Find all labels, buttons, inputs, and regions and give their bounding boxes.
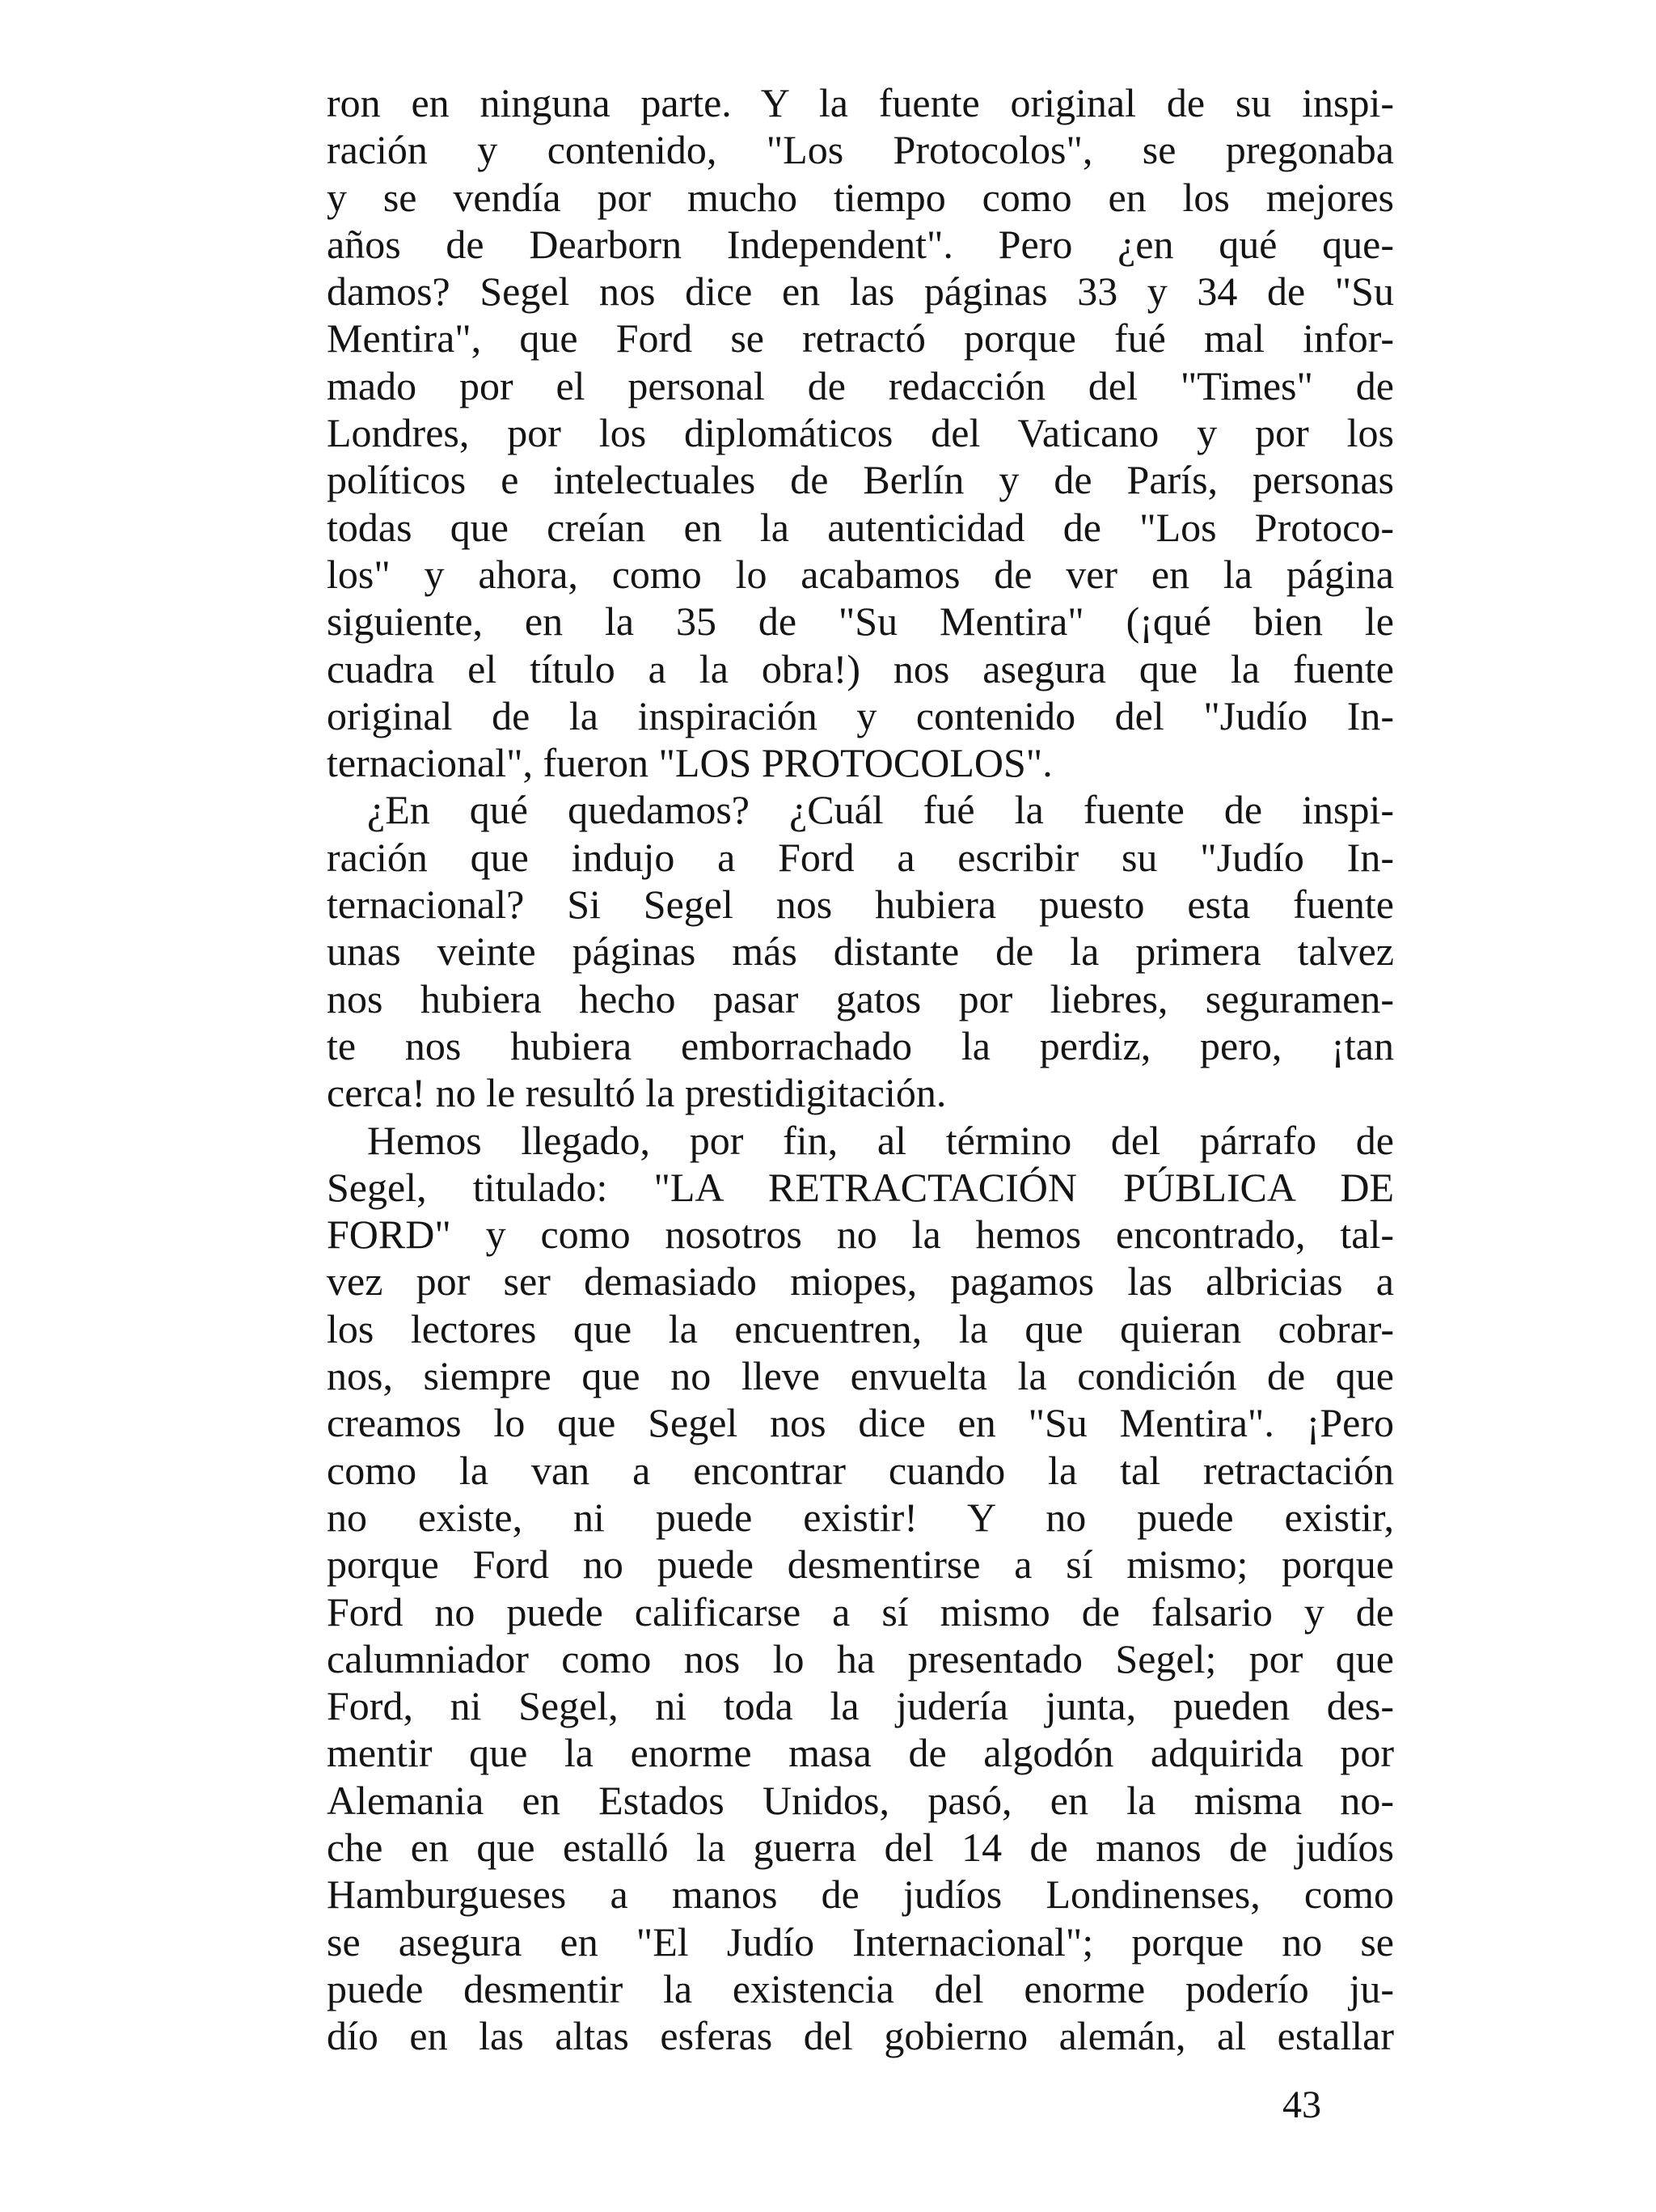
text-line: políticos e intelectuales de Berlín y de París, personas [327,457,1394,503]
text-line: dío en las altas esferas del gobierno alemán, al estallar [327,2013,1394,2059]
text-line: no existe, ni puede existir! Y no puede existir, [327,1494,1394,1540]
text-line: Ford, ni Segel, ni toda la judería junta, pueden des- [327,1683,1394,1729]
text-line: Segel, titulado: "LA RETRACTACIÓN PÚBLICA DE [327,1164,1394,1210]
text-line: Ford no puede calificarse a sí mismo de falsario y de [327,1588,1394,1635]
text-line: che en que estalló la guerra del 14 de manos de judíos [327,1824,1394,1870]
text-line: ¿En qué quedamos? ¿Cuál fué la fuente de inspi- [367,787,1394,833]
text-line: años de Dearborn Independent". Pero ¿en qué que- [327,221,1394,267]
text-line: mado por el personal de redacción del "Times" de [327,362,1394,408]
text-line: los" y ahora, como lo acabamos de ver en la página [327,551,1394,597]
text-line: Mentira", que Ford se retractó porque fué mal infor- [327,315,1394,362]
text-line: todas que creían en la autenticidad de "Los Protoco- [327,504,1394,550]
text-line: ración que indujo a Ford a escribir su "Judío In- [327,834,1394,880]
text-line: ración y contenido, "Los Protocolos", se pregonaba [327,127,1394,173]
text-line: vez por ser demasiado miopes, pagamos las albricias a [327,1258,1394,1305]
text-line: calumniador como nos lo ha presentado Segel; por que [327,1635,1394,1681]
text-line: cuadra el título a la obra!) nos asegura que la fuente [327,645,1394,692]
text-line: damos? Segel nos dice en las páginas 33 y 34 de "Su [327,269,1394,315]
text-line: original de la inspiración y contenido del "Judío In- [327,692,1394,738]
body-text [327,79,1394,2059]
text-line: FORD" y como nosotros no la hemos encontrado, tal- [327,1212,1394,1258]
text-line: como la van a encontrar cuando la tal retractación [327,1447,1394,1493]
page-number: 43 [1282,2083,1321,2126]
text-line: Alemania en Estados Unidos, pasó, en la misma no- [327,1777,1394,1823]
text-line: los lectores que la encuentren, la que quieran cobrar- [327,1305,1394,1351]
text-line: Hamburgueses a manos de judíos Londinenses, como [327,1872,1394,1918]
text-line: ron en ninguna parte. Y la fuente original de su inspi- [327,80,1394,125]
text-line: nos hubiera hecho pasar gatos por liebres, seguramen- [327,975,1394,1021]
text-line: unas veinte páginas más distante de la primera talvez [327,928,1394,975]
text-line: Hemos llegado, por fin, al término del párrafo de [367,1117,1394,1163]
text-line: porque Ford no puede desmentirse a sí mismo; porque [327,1542,1394,1588]
text-line: Londres, por los diplomáticos del Vaticano y por los [327,410,1394,456]
text-line: cerca! no le resultó la prestidigitación. [327,1070,947,1116]
text-line: nos, siempre que no lleve envuelta la condición de que [327,1353,1394,1399]
text-line: puede desmentir la existencia del enorme poderío ju- [327,1965,1394,2011]
text-line: ternacional? Si Segel nos hubiera puesto esta fuente [327,882,1394,928]
text-line: ternacional", fueron "LOS PROTOCOLOS". [327,740,1053,786]
text-line: y se vendía por mucho tiempo como en los mejores [327,174,1394,220]
text-line: se asegura en "El Judío Internacional"; porque no se [327,1918,1394,1965]
text-line: creamos lo que Segel nos dice en "Su Mentira". ¡Pero [327,1400,1394,1446]
text-line: mentir que la enorme masa de algodón adquirida por [327,1730,1394,1776]
text-line: te nos hubiera emborrachado la perdiz, pero, ¡tan [327,1022,1394,1068]
text-line: siguiente, en la 35 de "Su Mentira" (¡qué bien le [327,598,1394,645]
